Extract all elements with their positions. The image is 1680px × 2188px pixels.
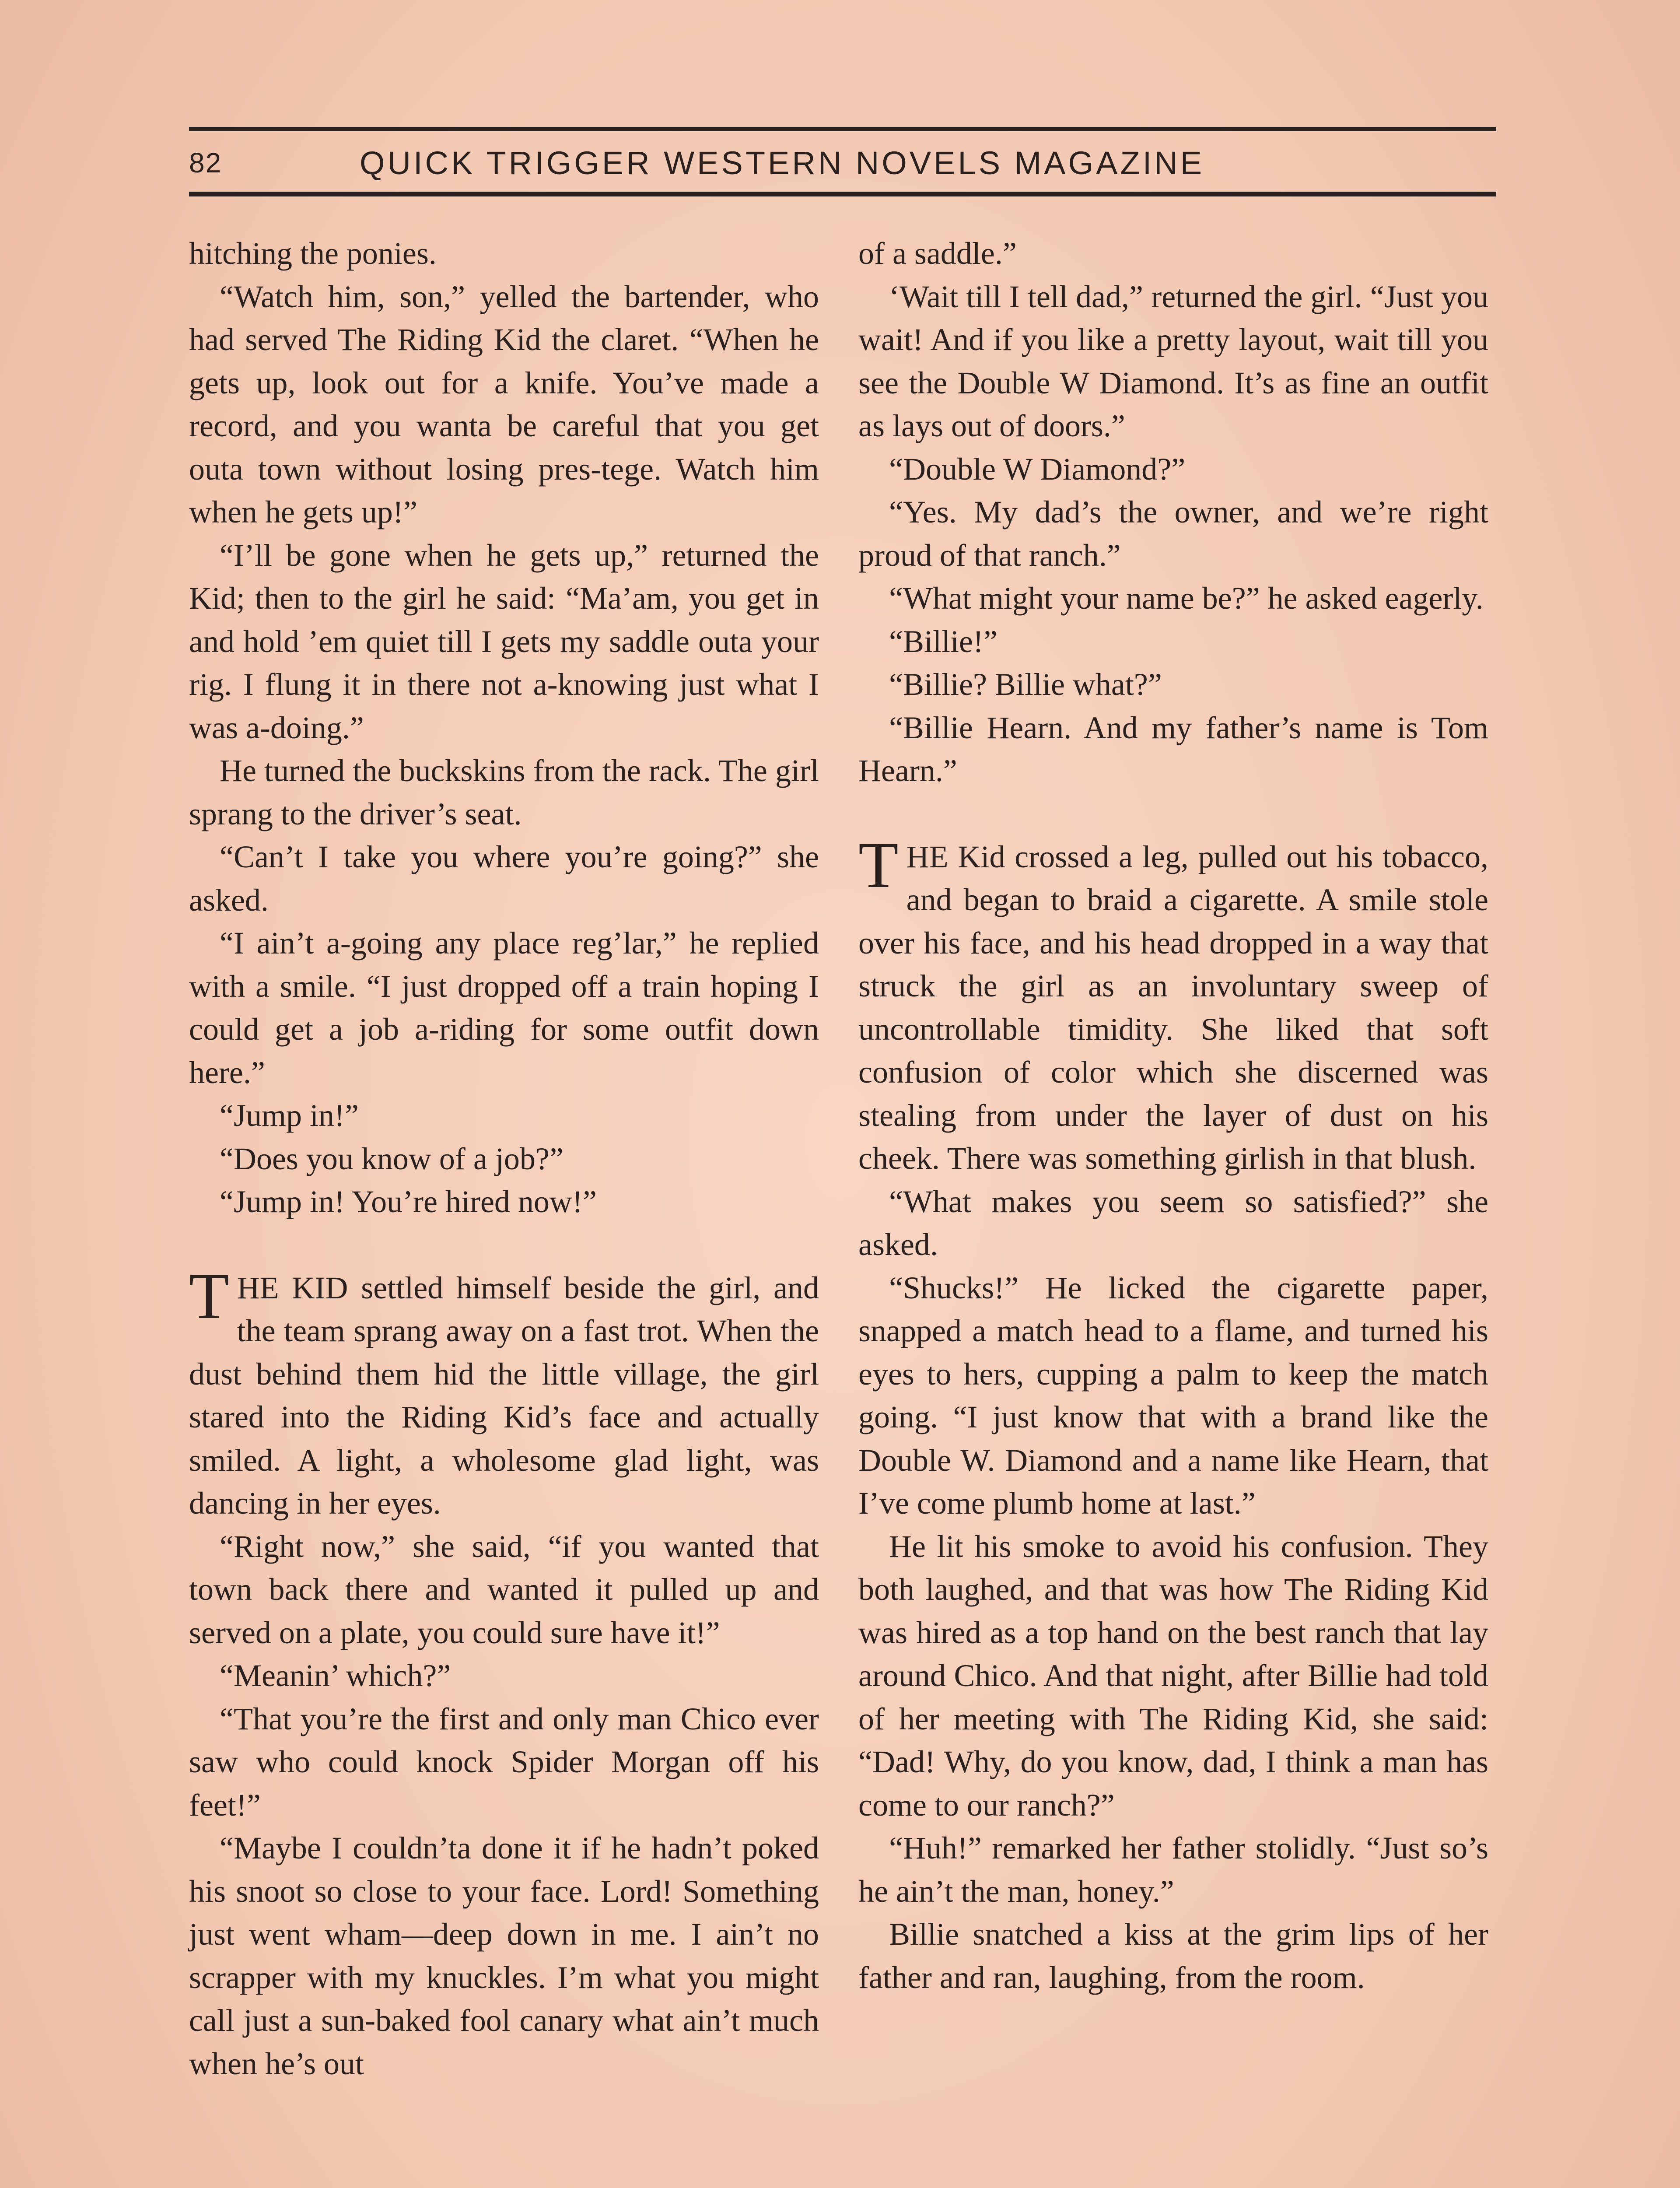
paragraph: “I’ll be gone when he gets up,” returned the Kid; then to the girl he said: “Ma’am, you get in and hold ’em quiet till I gets my saddle outa your rig. I flung it in there not a-knowing just what I was a-doing.”: [189, 537, 819, 745]
paragraph: “Shucks!” He licked the cigarette paper, snapped a match head to a flame, and turned his eyes to hers, cupping a palm to keep the match going. “I just know that with a brand like the Double W. Diamond and a name like Hearn, that I’ve come plumb home at last.”: [858, 1270, 1488, 1521]
paragraph: “Huh!” remarked her father stolidly. “Just so’s he ain’t the man, honey.”: [858, 1830, 1488, 1909]
section-opening-paragraph: [858, 828, 1488, 1180]
paragraph-text: HE Kid crossed a leg, pulled out his tobacco, and began to braid a cigarette. A smile stole over his face, and his head dropped in a way that struck the girl as an involuntary sweep of uncontrollable timidity. She liked that soft confusion of color which she discerned was stealing from under the layer of dust on his cheek. There was something girlish in that blush.: [858, 839, 1488, 1176]
paragraph: hitching the ponies.: [189, 236, 437, 271]
header-rule-bottom: [189, 192, 1496, 196]
paragraph: “What might your name be?” he asked eagerly.: [889, 581, 1484, 616]
paragraph: “I ain’t a-going any place reg’lar,” he replied with a smile. “I just dropped off a train hoping I could get a job a-riding for some outfit down here.”: [189, 926, 819, 1090]
paragraph: “Yes. My dad’s the owner, and we’re right proud of that ranch.”: [858, 494, 1488, 573]
paragraph: “Can’t I take you where you’re going?” she asked.: [189, 839, 819, 918]
paragraph: Billie snatched a kiss at the grim lips of her father and ran, laughing, from the room.: [858, 1917, 1488, 1995]
paragraph: “Jump in! You’re hired now!”: [220, 1184, 597, 1219]
left-column: [189, 232, 819, 2085]
paragraph: “Billie Hearn. And my father’s name is Tom Hearn.”: [858, 710, 1488, 788]
paragraph: “Billie!”: [889, 624, 998, 659]
paragraph: “Double W Diamond?”: [889, 451, 1186, 487]
page-number: 82: [189, 147, 222, 179]
paragraph: “Meanin’ which?”: [220, 1658, 451, 1693]
running-title: QUICK TRIGGER WESTERN NOVELS MAGAZINE: [360, 144, 1205, 181]
paragraph: ‘Wait till I tell dad,” returned the girl. “Just you wait! And if you like a pretty layout, wait till you see the Double W Diamond. It’s as fine an outfit as lays out of doors.”: [858, 279, 1488, 443]
paragraph: “Billie? Billie what?”: [889, 667, 1162, 702]
page-header: [189, 139, 1496, 186]
paragraph: of a saddle.”: [858, 236, 1017, 271]
paragraph: He turned the buckskins from the rack. The girl sprang to the driver’s seat.: [189, 753, 819, 831]
paragraph: “Right now,” she said, “if you wanted that town back there and wanted it pulled up and served on a plate, you could sure have it!”: [189, 1529, 819, 1650]
header-rule-top: [189, 127, 1496, 131]
paragraph: “Maybe I couldn’ta done it if he hadn’t poked his snoot so close to your face. Lord! Something just went wham—deep down in me. I ain’t no scrapper with my knuckles. I’m what you might call just a sun-baked fool canary what ain’t much when he’s out: [189, 1830, 819, 2081]
drop-cap: T: [189, 1259, 229, 1332]
paragraph: “Jump in!”: [220, 1098, 359, 1133]
paragraph: “What makes you seem so satisfied?” she asked.: [858, 1184, 1488, 1262]
paragraph-text: HE KID settled himself beside the girl, and the team sprang away on a fast trot. When the dust behind them hid the little village, the girl stared into the Riding Kid’s face and actually smiled. A light, a wholesome glad light, was dancing in her eyes.: [189, 1270, 819, 1521]
section-opening-paragraph: [189, 1259, 819, 1525]
paragraph: “Watch him, son,” yelled the bartender, who had served The Riding Kid the claret. “When he gets up, look out for a knife. You’ve made a record, and you wanta be careful that you get outa town without losing pres-tege. Watch him when he gets up!”: [189, 279, 819, 529]
paragraph: “Does you know of a job?”: [220, 1141, 564, 1176]
right-column: [858, 232, 1488, 1999]
paragraph: He lit his smoke to avoid his confusion. They both laughed, and that was how The Riding Kid was hired as a top hand on the best ranch that lay around Chico. And that night, after Billie had told of her meeting with The Riding Kid, she said: “Dad! Why, do you know, dad, I think a man has come to our ranch?”: [858, 1529, 1488, 1823]
paragraph: “That you’re the first and only man Chico ever saw who could knock Spider Morgan off his feet!”: [189, 1701, 819, 1823]
drop-cap: T: [858, 828, 899, 901]
